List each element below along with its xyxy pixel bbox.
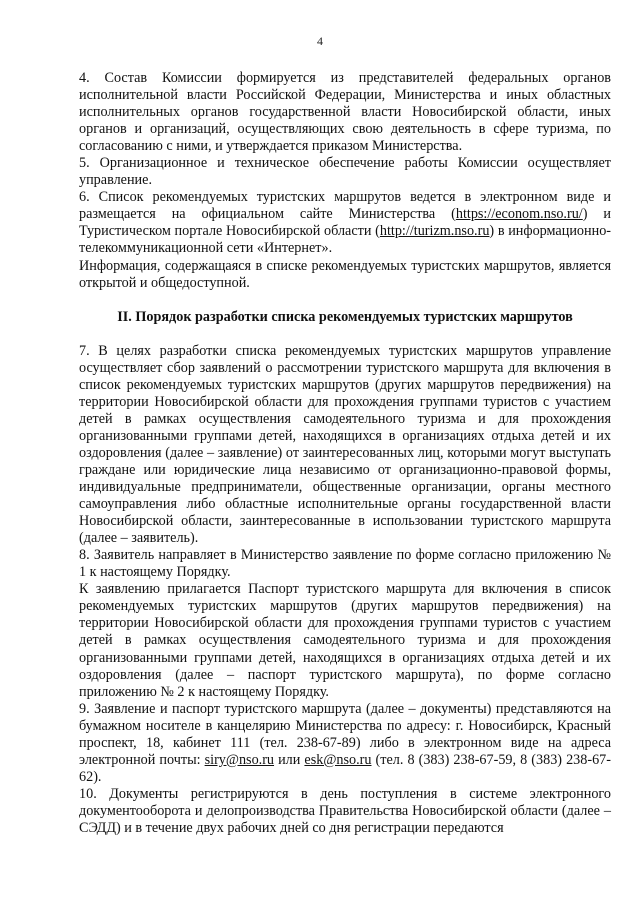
paragraph-7: 7. В целях разработки списка рекомендуемых туристских маршрутов управление осуществляет сбор заявлений о рассмотрении туристского маршрута для включения в список рекомендуемых туристских маршрутов (других маршрутов передвижения) на территории Новосибирской области для прохождения группами туристов с участием детей в рамках осуществления самодеятельного туризма и для прохождения организованными группами детей, находящихся в организациях отдыха детей и их оздоровления (далее – заявление) от заинтересованных лиц, которыми могут выступать граждане или юридические лица независимо от организационно-правовой формы, индивидуальные предприниматели, общественные организации, органы местного самоуправления либо областные исполнительные органы государственной власти Новосибирской области, заинтересованные в использовании туристского маршрута (далее – заявитель). xyxy=(79,342,611,547)
paragraph-6-text: ) в информационно-телекоммуникационной сети «Интернет». xyxy=(79,223,612,257)
paragraph-8: 8. Заявитель направляет в Министерство заявление по форме согласно приложению № 1 к настоящему Порядку. xyxy=(79,547,611,581)
paragraph-10: 10. Документы регистрируются в день поступления в системе электронного документооборота и делопроизводства Правительства Новосибирской области (далее – СЭДД) и в течение двух рабочих дней со дня регистрации передаются xyxy=(79,785,611,836)
paragraph-5: 5. Организационное и техническое обеспечение работы Комиссии осуществляет управление. xyxy=(79,155,611,189)
paragraph-6-text: ) и Туристическом портале Новосибирской области ( xyxy=(79,206,611,240)
paragraph-6-text: 6. Список рекомендуемых туристских маршрутов ведется в электронном виде и размещается на официальном сайте Министерства ( xyxy=(79,189,611,223)
turizm-link[interactable]: http://turizm.nso.ru xyxy=(379,223,490,240)
email-esk-link[interactable]: esk@nso.ru xyxy=(304,751,372,768)
paragraph-9-text: (тел. 8 (383) 238-67-59, 8 (383) 238-67-62). xyxy=(79,751,611,785)
paragraph-4: 4. Состав Комиссии формируется из представителей федеральных органов исполнительной власти Российской Федерации, Министерства и иных областных исполнительных органов государственной власти Новосибирской области, иных органов и организаций, осуществляющих свою деятельность в сфере туризма, по согласованию с ними, и утверждается приказом Министерства. xyxy=(79,70,611,155)
document-body xyxy=(79,34,611,837)
paragraph-info: Информация, содержащаяся в списке рекомендуемых туристских маршрутов, является открытой и общедоступной. xyxy=(79,257,611,291)
section-heading: II. Порядок разработки списка рекомендуемых туристских маршрутов xyxy=(117,308,573,325)
paragraph-6 xyxy=(79,189,611,257)
page-number: 4 xyxy=(317,34,323,48)
email-siry-link[interactable]: siry@nso.ru xyxy=(204,751,275,768)
paragraph-8-attachment: К заявлению прилагается Паспорт туристского маршрута для включения в список рекомендуемых туристских маршрутов (других маршрутов передвижения) на территории Новосибирской области для прохождения группами туристов с участием детей в рамках осуществления самодеятельного туризма и для прохождения организованными группами детей, находящихся в организациях отдыха детей и их оздоровления (далее – паспорт туристского маршрута), по форме согласно приложению № 2 к настоящему Порядку. xyxy=(79,581,611,700)
paragraph-9-text: 9. Заявление и паспорт туристского маршрута (далее – документы) представляются на бумажном носителе в канцелярию Министерства по адресу: г. Новосибирск, Красный проспект, 18, кабинет 111 (тел. 238-67-89) либо в электронном виде на адреса электронной почты: xyxy=(79,700,611,768)
paragraph-9 xyxy=(79,701,611,786)
econom-link[interactable]: https://econom.nso.ru/ xyxy=(455,206,583,223)
paragraph-9-text: или xyxy=(274,751,305,768)
